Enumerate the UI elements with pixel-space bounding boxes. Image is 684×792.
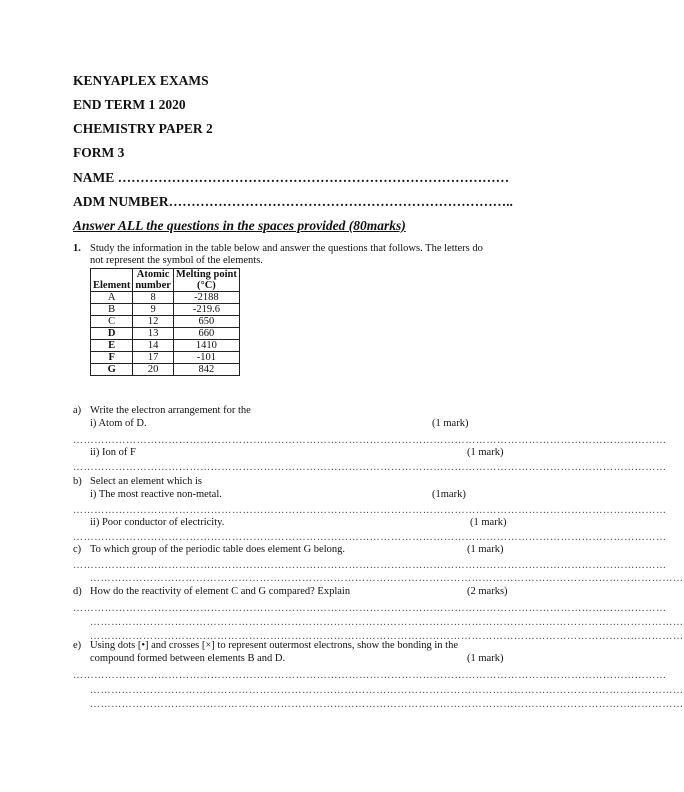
answer-line[interactable]: …………………………………………………………………………………………………………………………………………………… [90,573,684,584]
school-name: KENYAPLEX EXAMS [73,73,209,88]
cell-element: C [91,316,133,328]
part-b-i-marks: (1mark) [432,489,466,500]
part-a-text: Write the electron arrangement for the [90,405,251,416]
header-melting-point [173,269,239,292]
table-row [91,292,240,304]
part-d-marks: (2 marks) [467,586,508,597]
part-d-label: d) [73,586,82,597]
part-e-label: e) [73,640,82,651]
part-b-i: i) The most reactive non-metal. [90,489,222,500]
part-b-ii: ii) Poor conductor of electricity. [90,517,225,528]
answer-line[interactable]: …………………………………………………………………………………………………………………………………………………… [73,505,667,516]
header-unit: (°C) [197,280,216,291]
cell-element: D [91,328,133,340]
answer-line[interactable]: …………………………………………………………………………………………………………………………………………………… [73,462,667,473]
answer-line[interactable]: …………………………………………………………………………………………………………………………………………………… [73,560,667,571]
cell-atomic: 12 [133,316,174,328]
table-row [91,340,240,352]
cell-atomic: 9 [133,304,174,316]
cell-element: F [91,352,133,364]
question-number: 1. [73,243,81,254]
cell-element: E [91,340,133,352]
part-e-text-line2: compound formed between elements B and D. [90,653,286,664]
cell-atomic: 20 [133,364,174,376]
answer-line[interactable]: …………………………………………………………………………………………………………………………………………………… [73,603,667,614]
part-a-label: a) [73,405,82,416]
part-a-i: i) Atom of D. [90,418,147,429]
header-number: number [135,280,171,291]
table-row [91,364,240,376]
part-c-label: c) [73,544,82,555]
cell-element: G [91,364,133,376]
part-c-marks: (1 mark) [467,544,504,555]
term-title: END TERM 1 2020 [73,97,186,112]
answer-line[interactable]: …………………………………………………………………………………………………………………………………………………… [90,631,684,642]
cell-melting-point: 660 [173,328,239,340]
part-b-ii-marks: (1 mark) [470,517,507,528]
part-b-text: Select an element which is [90,476,202,487]
cell-element: B [91,304,133,316]
part-b-label: b) [73,476,82,487]
cell-melting-point: 650 [173,316,239,328]
part-a-ii: ii) Ion of F [90,447,136,458]
form-title: FORM 3 [73,145,125,160]
answer-line[interactable]: …………………………………………………………………………………………………………………………………………………… [73,435,667,446]
table-row [91,316,240,328]
header-element: Element [91,269,133,292]
answer-line[interactable]: …………………………………………………………………………………………………………………………………………………… [73,670,667,681]
answer-line[interactable]: …………………………………………………………………………………………………………………………………………………… [90,699,684,710]
header-atomic-number [133,269,174,292]
part-a-ii-marks: (1 mark) [467,447,504,458]
table-row [91,328,240,340]
answer-line[interactable]: …………………………………………………………………………………………………………………………………………………… [73,532,667,543]
cell-melting-point: 842 [173,364,239,376]
table-row [91,352,240,364]
cell-element: A [91,292,133,304]
part-e-text-line1: Using dots [•] and crosses [×] to represent outermost electrons, show the bonding in the [90,640,458,651]
cell-atomic: 17 [133,352,174,364]
table-header-row [91,269,240,292]
adm-number-line[interactable]: ADM NUMBER………………………………………………………………….. [73,194,513,209]
part-a-i-marks: (1 mark) [432,418,469,429]
header-melting: Melting point [175,269,237,280]
cell-atomic: 14 [133,340,174,352]
part-c-text: To which group of the periodic table does element G belong. [90,544,345,555]
question-intro-line1: Study the information in the table below and answer the questions that follows. The letters do [90,243,483,254]
table-row [91,304,240,316]
question-intro-line2: not represent the symbol of the elements. [90,255,263,266]
subject-title: CHEMISTRY PAPER 2 [73,121,213,136]
cell-atomic: 13 [133,328,174,340]
cell-atomic: 8 [133,292,174,304]
name-line[interactable]: NAME …………………………………………………………………………… [73,170,510,185]
element-table [90,268,240,376]
instruction: Answer ALL the questions in the spaces provided (80marks) [73,218,406,233]
answer-line[interactable]: …………………………………………………………………………………………………………………………………………………… [90,685,684,696]
cell-melting-point: -2188 [173,292,239,304]
cell-melting-point: -101 [173,352,239,364]
answer-line[interactable]: …………………………………………………………………………………………………………………………………………………… [90,617,684,628]
cell-melting-point: -219.6 [173,304,239,316]
part-e-marks: (1 mark) [467,653,504,664]
header-atomic: Atomic [136,269,170,280]
cell-melting-point: 1410 [173,340,239,352]
part-d-text: How do the reactivity of element C and G compared? Explain [90,586,351,597]
